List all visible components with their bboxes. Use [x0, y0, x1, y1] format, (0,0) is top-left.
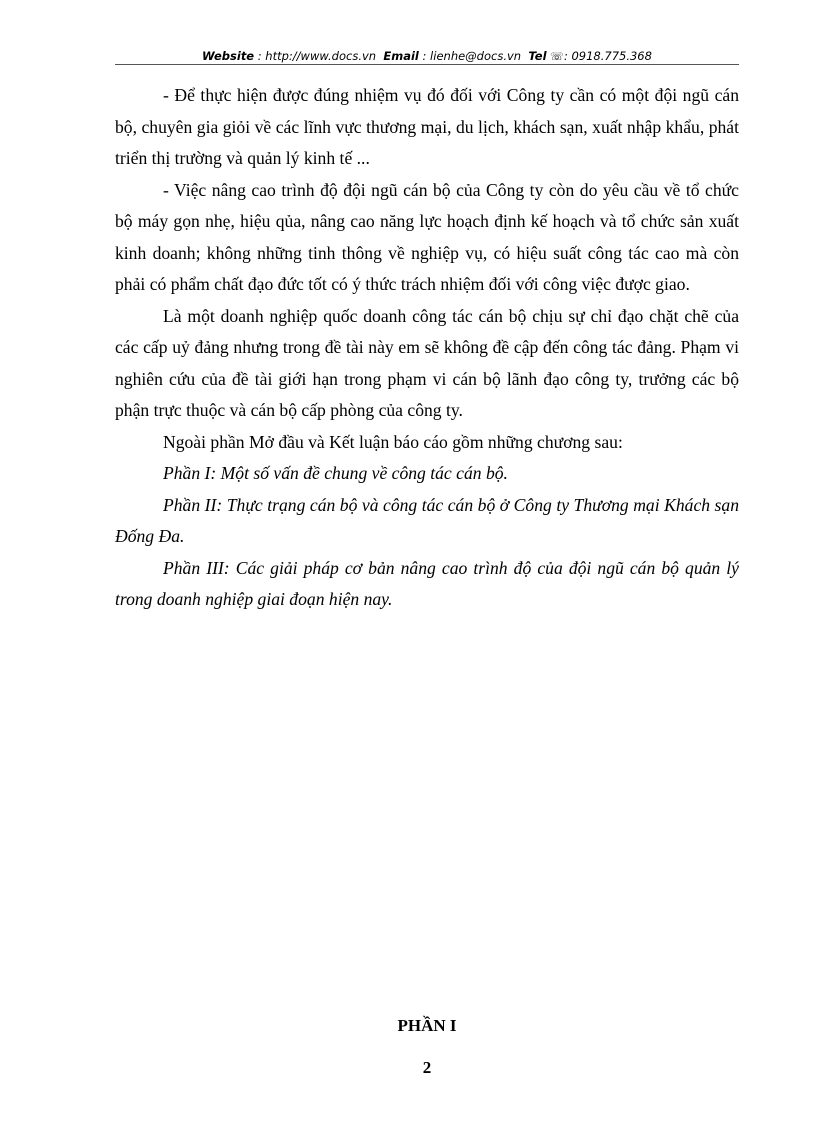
tel-label: Tel	[528, 49, 547, 63]
page-number: 2	[422, 1058, 432, 1077]
chapter-3-item: Phần III: Các giải pháp cơ bản nâng cao trình độ của đội ngũ cán bộ quản lý trong doanh nghiệp giai đoạn hiện nay.	[115, 557, 739, 609]
paragraph-structure-intro: Ngoài phần Mở đầu và Kết luận báo cáo gồm những chương sau:	[163, 431, 623, 452]
tel-number: : 0918.775.368	[563, 49, 652, 63]
paragraph-staff-requirement: - Để thực hiện được đúng nhiệm vụ đó đối với Công ty cần có một đội ngũ cán bộ, chuyên gia giỏi về các lĩnh vực thương mại, du lịch, khách sạn, xuất nhập khẩu, phát triển thị trường và quản lý kinh tế ...	[115, 85, 739, 168]
website-url: : http://www.docs.vn	[257, 49, 377, 63]
paragraph-organization: - Việc nâng cao trình độ đội ngũ cán bộ của Công ty còn do yêu cầu về tổ chức bộ máy gọn nhẹ, hiệu qủa, nâng cao năng lực hoạch định kế hoạch và tổ chức sản xuất kinh doanh; không những tinh thông về nghiệp vụ, có hiệu suất công tác cao mà còn phải có phẩm chất đạo đức tốt có ý thức trách nhiệm đối với công việc được giao.	[115, 179, 739, 294]
chapter-1-item: Phần I: Một số vấn đề chung về công tác cán bộ.	[163, 463, 508, 483]
email-address: : lienhe@docs.vn	[422, 49, 522, 63]
paragraph-scope: Là một doanh nghiệp quốc doanh công tác cán bộ chịu sự chỉ đạo chặt chẽ của các cấp uỷ đảng nhưng trong đề tài này em sẽ không đề cập đến công tác đảng. Phạm vi nghiên cứu của đề tài giới hạn trong phạm vi cán bộ lãnh đạo công ty, trưởng các bộ phận trực thuộc và cán bộ cấp phòng của công ty.	[115, 305, 739, 420]
telephone-icon: ☏	[550, 50, 564, 63]
page-header	[115, 47, 739, 65]
chapter-2-item: Phần II: Thực trạng cán bộ và công tác cán bộ ở Công ty Thương mại Khách sạn Đống Đa.	[115, 494, 739, 546]
website-label: Website	[202, 49, 255, 63]
email-label: Email	[383, 49, 419, 63]
header-rule	[115, 64, 739, 65]
document-body	[115, 80, 739, 616]
section-heading: PHẦN I	[397, 1016, 457, 1035]
